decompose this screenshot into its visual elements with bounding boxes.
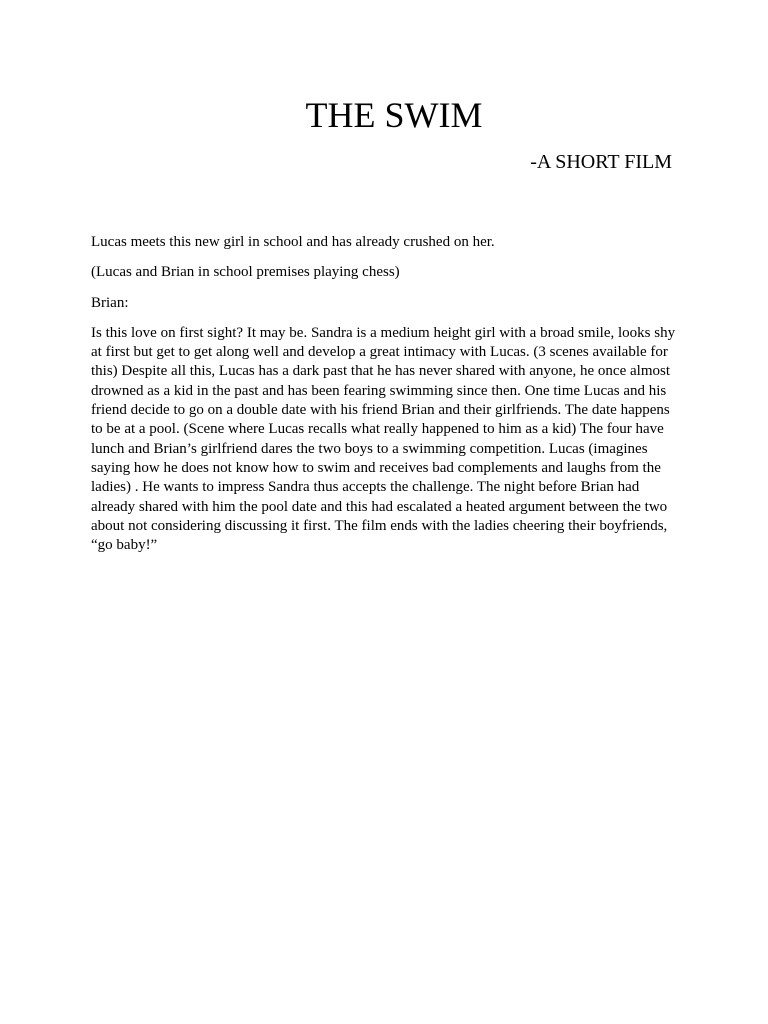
- synopsis-paragraph: Is this love on first sight? It may be. Sandra is a medium height girl with a broad smile, looks shy at first but get to get along well and develop a great intimacy with Lucas. (3 scenes available for this) Despite all this, Lucas has a dark past that he has never shared with anyone, he once almost drowned as a kid in the past and has been fearing swimming since then. One time Lucas and his friend decide to go on a double date with his friend Brian and their girlfriends. The date happens to be at a pool. (Scene where Lucas recalls what really happened to him as a kid) The four have lunch and Brian’s girlfriend dares the two boys to a swimming competition. Lucas (imagines saying how he does not know how to swim and receives bad complements and laughs from the ladies) . He wants to impress Sandra thus accepts the challenge. The night before Brian had already shared with him the pool date and this had escalated a heated argument between the two about not considering discussing it first. The film ends with the ladies cheering their boyfriends, “go baby!”: [91, 324, 676, 554]
- speaker-label: Brian:: [91, 294, 129, 311]
- document-subtitle: -A SHORT FILM: [530, 151, 672, 173]
- intro-paragraph: Lucas meets this new girl in school and has already crushed on her.: [91, 234, 495, 250]
- scene-direction: (Lucas and Brian in school premises playing chess): [91, 264, 400, 281]
- document-body: [91, 233, 681, 566]
- document-title: THE SWIM: [305, 95, 483, 135]
